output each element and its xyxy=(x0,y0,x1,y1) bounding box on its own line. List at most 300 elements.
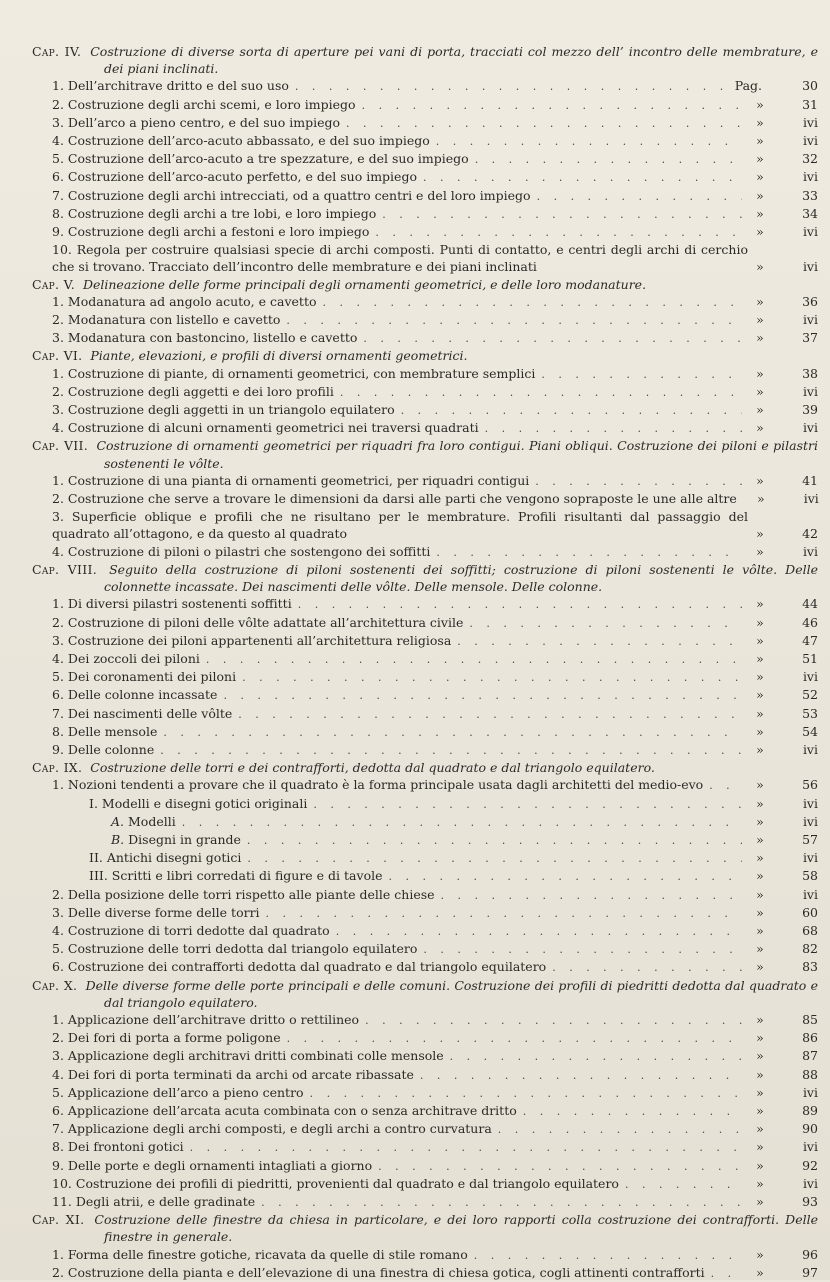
ditto-mark: » xyxy=(756,151,764,167)
dot-leader xyxy=(340,384,742,401)
dot-leader xyxy=(420,1067,742,1084)
entry-number: 4. xyxy=(52,1066,64,1082)
page-number: 82 xyxy=(802,941,818,957)
entry-number: 2. xyxy=(52,491,64,507)
page-number: ivi xyxy=(802,669,818,685)
page-number: 33 xyxy=(802,187,818,203)
dot-leader xyxy=(295,78,729,95)
ditto-mark: » xyxy=(756,650,764,666)
toc-entry[interactable] xyxy=(32,958,818,976)
entry-number: 1. xyxy=(52,1246,64,1262)
dot-leader xyxy=(206,651,742,668)
dot-leader xyxy=(223,687,742,704)
page-number: 88 xyxy=(802,1066,818,1082)
toc-entry[interactable] xyxy=(32,1047,818,1065)
toc-entry[interactable] xyxy=(32,614,818,632)
dot-leader xyxy=(709,777,742,794)
entry-title: Costruzione di alcuni ornamenti geometrici nei traversi quadrati xyxy=(67,420,479,436)
dot-leader xyxy=(247,850,742,867)
toc-entry[interactable] xyxy=(32,383,818,401)
dot-leader xyxy=(485,420,742,437)
dot-leader xyxy=(266,905,742,922)
ditto-mark: » xyxy=(756,312,764,328)
page-number: 60 xyxy=(802,904,818,920)
page-number: ivi xyxy=(803,491,819,507)
chapter-heading xyxy=(32,437,818,471)
ditto-mark: » xyxy=(756,1246,764,1262)
entry-text xyxy=(52,632,451,649)
page-number: 39 xyxy=(802,402,818,418)
entry-text xyxy=(52,168,417,185)
dot-leader xyxy=(436,544,742,561)
entry-title: Dell’arco a pieno centro, e del suo impiego xyxy=(67,114,341,130)
entry-number: 2. xyxy=(52,886,64,902)
page-number: ivi xyxy=(802,420,818,436)
chapter-title: Costruzione di diverse sorta di aperture pei vani di porta, tracciati col mezzo dell’ incontro delle membrature, e dei piani inclinati. xyxy=(90,44,818,77)
toc-entry[interactable] xyxy=(32,595,818,613)
toc-entry[interactable] xyxy=(32,187,818,205)
toc-entry[interactable] xyxy=(32,472,818,490)
entry-title: Costruzione di torri dedotte dal quadrato xyxy=(67,922,330,938)
entry-text xyxy=(52,77,289,94)
entry-number: 6. xyxy=(52,687,64,703)
entry-number: 10. xyxy=(52,1175,72,1191)
entry-text xyxy=(52,614,463,631)
entry-text xyxy=(52,705,232,722)
entry-title: Superficie oblique e profili che ne risultano per le membrature. Profili risultanti dal passaggio del quadrato all’ottagono, e da questo al quadrato xyxy=(52,509,748,542)
page-number: 34 xyxy=(802,205,818,221)
entry-title: Costruzione di piante, di ornamenti geometrici, con membrature semplici xyxy=(67,365,536,381)
toc-entry[interactable] xyxy=(32,490,818,508)
chapter-title: Delle diverse forme delle porte principali e delle comuni. Costruzione dei profili di piedritti dedotta dal quadrato e dal triangolo equilatero. xyxy=(85,977,818,1010)
entry-text xyxy=(52,1175,619,1192)
entry-number: 2. xyxy=(52,312,64,328)
page-number: 36 xyxy=(802,293,818,309)
toc-entry[interactable] xyxy=(32,311,818,329)
dot-leader xyxy=(523,1103,742,1120)
page-number: 92 xyxy=(802,1157,818,1173)
dot-leader xyxy=(346,115,742,132)
page-number: ivi xyxy=(802,312,818,328)
page-number: ivi xyxy=(802,795,818,811)
toc-entry[interactable] xyxy=(32,904,818,922)
page-number: 90 xyxy=(802,1121,818,1137)
toc-entry[interactable] xyxy=(32,77,818,95)
ditto-mark: » xyxy=(756,365,764,381)
entry-number: 1. xyxy=(52,596,64,612)
entry-number: A. xyxy=(111,813,125,829)
page-number: ivi xyxy=(802,850,818,866)
entry-title: Costruzione di piloni o pilastri che sostengono dei soffitti xyxy=(67,543,431,559)
dot-leader xyxy=(541,366,742,383)
toc-entry[interactable] xyxy=(32,886,818,904)
toc-entry[interactable] xyxy=(32,1246,818,1264)
entry-number: 8. xyxy=(52,723,64,739)
ditto-mark: » xyxy=(756,1157,764,1173)
ditto-mark: » xyxy=(756,472,764,488)
toc-entry[interactable] xyxy=(32,1011,818,1029)
entry-text xyxy=(52,1066,414,1083)
page-number: 32 xyxy=(802,151,818,167)
toc-entry[interactable] xyxy=(32,795,818,813)
entry-number: 1. xyxy=(52,293,64,309)
chapter-heading xyxy=(32,347,818,364)
entry-title: Nozioni tendenti a provare che il quadrato è la forma principale usata dagli architetti del medio-evo xyxy=(67,777,704,793)
dot-leader xyxy=(441,887,742,904)
entry-number: 2. xyxy=(52,383,64,399)
ditto-mark: » xyxy=(756,1102,764,1118)
toc-entry[interactable] xyxy=(32,867,818,885)
toc-entry[interactable] xyxy=(32,401,818,419)
entry-title: Disegni in grande xyxy=(128,831,241,847)
toc-entry[interactable] xyxy=(32,813,818,831)
page-number: 38 xyxy=(802,365,818,381)
page-number: 93 xyxy=(802,1194,818,1209)
dot-leader xyxy=(365,1012,742,1029)
toc-entry[interactable] xyxy=(32,508,818,542)
entry-title: Costruzione degli archi intrecciati, od a quattro centri e del loro impiego xyxy=(67,187,531,203)
ditto-mark: » xyxy=(756,813,764,829)
entry-text xyxy=(52,940,417,957)
entry-text xyxy=(52,241,748,275)
entry-number: 3. xyxy=(52,114,64,130)
page-number: ivi xyxy=(802,813,818,829)
entry-title: Modanatura ad angolo acuto, e cavetto xyxy=(67,293,317,309)
ditto-mark: » xyxy=(756,1139,764,1155)
toc-entry[interactable] xyxy=(32,543,818,561)
entry-title: Modelli xyxy=(128,813,176,829)
toc-entry[interactable] xyxy=(32,96,818,114)
entry-number: 9. xyxy=(52,1157,64,1173)
toc-entry[interactable] xyxy=(32,1066,818,1084)
ditto-mark: » xyxy=(756,133,764,149)
dot-leader xyxy=(238,706,742,723)
ditto-mark: » xyxy=(756,420,764,436)
ditto-mark: » xyxy=(756,922,764,938)
chapter-label: Cap. VI. xyxy=(32,348,83,364)
entry-title: Costruzione degli archi a tre lobi, e loro impiego xyxy=(67,205,377,221)
ditto-mark: » xyxy=(756,777,764,793)
entry-title: Delle diverse forme delle torri xyxy=(67,904,260,920)
dot-leader xyxy=(182,814,742,831)
entry-text xyxy=(52,958,546,975)
entry-title: Costruzione dei piloni appartenenti all’architettura religiosa xyxy=(67,632,452,648)
page-number: 54 xyxy=(802,723,818,739)
toc-entry[interactable] xyxy=(32,650,818,668)
dot-leader xyxy=(261,1194,742,1211)
chapter-heading xyxy=(32,1211,818,1245)
ditto-mark: » xyxy=(756,705,764,721)
toc-entry[interactable] xyxy=(32,1264,818,1282)
entry-title: Costruzione dell’arco-acuto perfetto, e del suo impiego xyxy=(67,169,417,185)
entry-text xyxy=(52,490,737,507)
ditto-mark: » xyxy=(756,96,764,112)
toc-entry[interactable] xyxy=(32,241,818,275)
entry-title: Costruzione di piloni delle vôlte adattate all’architettura civile xyxy=(67,614,464,630)
entry-text xyxy=(52,1011,359,1028)
toc-entry[interactable] xyxy=(32,1138,818,1156)
entry-text xyxy=(52,132,430,149)
entry-title: Scritti e libri corredati di figure e di tavole xyxy=(111,868,383,884)
entry-text xyxy=(52,1157,372,1174)
entry-title: Di diversi pilastri sostenenti soffitti xyxy=(67,596,292,612)
entry-title: Forma delle finestre gotiche, ricavata da quelle di stile romano xyxy=(67,1246,468,1262)
entry-number: 1. xyxy=(52,78,64,94)
entry-text xyxy=(52,1029,281,1046)
entry-number: 9. xyxy=(52,741,64,757)
page-number: 89 xyxy=(802,1102,818,1118)
chapter-heading xyxy=(32,561,818,595)
ditto-mark: » xyxy=(756,886,764,902)
entry-title: Applicazione dell’architrave dritto o rettilineo xyxy=(67,1011,360,1027)
entry-number: 5. xyxy=(52,669,64,685)
ditto-mark: » xyxy=(756,596,764,612)
page-number: 58 xyxy=(802,868,818,884)
entry-text xyxy=(52,150,469,167)
toc-entry[interactable] xyxy=(32,831,818,849)
entry-text xyxy=(52,383,334,400)
chapter-title: Costruzione delle finestre da chiesa in particolare, e dei loro rapporti colla costruzione dei contrafforti. Delle finestre in generale. xyxy=(94,1212,818,1245)
entry-title: Costruzione dei contrafforti dedotta dal quadrato e dal triangolo equilatero xyxy=(67,959,547,975)
page-number: 30 xyxy=(802,78,818,94)
entry-text xyxy=(89,867,382,884)
toc-entry[interactable] xyxy=(32,132,818,150)
toc-entry[interactable] xyxy=(32,686,818,704)
toc-entry[interactable] xyxy=(32,705,818,723)
ditto-mark: » xyxy=(756,632,764,648)
dot-leader xyxy=(475,151,742,168)
page-label: Pag. xyxy=(734,78,762,94)
chapter-title: Piante, elevazioni, e profili di diversi ornamenti geometrici. xyxy=(90,348,468,364)
entry-title: Antichi disegni gotici xyxy=(106,850,242,866)
entry-title: Delle colonne xyxy=(67,741,155,757)
entry-number: 3. xyxy=(52,632,64,648)
ditto-mark: » xyxy=(756,959,764,975)
toc-entry[interactable] xyxy=(32,1157,818,1175)
dot-leader xyxy=(362,97,742,114)
ditto-mark: » xyxy=(756,795,764,811)
toc-entry[interactable] xyxy=(32,150,818,168)
entry-text xyxy=(52,1047,444,1064)
dot-leader xyxy=(286,312,742,329)
entry-number: 9. xyxy=(52,224,64,240)
entry-text xyxy=(52,187,531,204)
entry-title: Dei fori di porta terminati da archi od arcate ribassate xyxy=(67,1066,414,1082)
chapter-label: Cap. X. xyxy=(32,977,78,993)
toc-entry[interactable] xyxy=(32,668,818,686)
ditto-mark: » xyxy=(756,205,764,221)
entry-title: Regola per costruire qualsiasi specie di archi composti. Punti di contatto, e centri degli archi di cerchio che si trovano. Tracciato dell’incontro delle membrature e dei piani inclinati xyxy=(52,242,748,275)
entry-number: 2. xyxy=(52,1264,64,1280)
page-number: 42 xyxy=(802,526,818,542)
entry-title: Costruzione della pianta e dell’elevazione di una finestra di chiesa gotica, cogli attinenti contrafforti xyxy=(67,1264,705,1280)
entry-title: Costruzione dell’arco-acuto a tre spezzature, e del suo impiego xyxy=(67,151,469,167)
page-number: 96 xyxy=(802,1246,818,1262)
dot-leader xyxy=(450,1048,742,1065)
entry-text xyxy=(52,595,292,612)
toc-entry[interactable] xyxy=(32,849,818,867)
toc-entry[interactable] xyxy=(32,1029,818,1047)
entry-text xyxy=(52,1138,184,1155)
ditto-mark: » xyxy=(756,383,764,399)
entry-number: 8. xyxy=(52,1139,64,1155)
entry-title: Delle porte e degli ornamenti intagliati a giorno xyxy=(67,1157,373,1173)
dot-leader xyxy=(363,330,742,347)
entry-text xyxy=(89,795,307,812)
entry-number: 8. xyxy=(52,205,64,221)
dot-leader xyxy=(469,615,742,632)
entry-title: Costruzione dell’arco-acuto abbassato, e del suo impiego xyxy=(67,133,430,149)
entry-number: I. xyxy=(89,795,98,811)
dot-leader xyxy=(375,224,742,241)
entry-text xyxy=(52,205,376,222)
entry-number: 5. xyxy=(52,941,64,957)
entry-text xyxy=(52,1084,304,1101)
chapter-heading xyxy=(32,977,818,1011)
toc-entry[interactable] xyxy=(32,329,818,347)
toc-entry[interactable] xyxy=(32,723,818,741)
toc-entry[interactable] xyxy=(32,205,818,223)
toc-entry[interactable] xyxy=(32,776,818,794)
page-number: 86 xyxy=(802,1030,818,1046)
dot-leader xyxy=(625,1176,742,1193)
ditto-mark: » xyxy=(756,1030,764,1046)
toc-entry[interactable] xyxy=(32,1084,818,1102)
page-number: ivi xyxy=(802,169,818,185)
entry-text xyxy=(52,365,535,382)
toc-entry[interactable] xyxy=(32,1102,818,1120)
entry-number: II. xyxy=(89,850,103,866)
ditto-mark: » xyxy=(756,669,764,685)
ditto-mark: » xyxy=(756,1084,764,1100)
page-number: ivi xyxy=(802,1175,818,1191)
dot-leader xyxy=(247,832,742,849)
toc-entry[interactable] xyxy=(32,419,818,437)
ditto-mark: » xyxy=(756,868,764,884)
toc-entry[interactable] xyxy=(32,940,818,958)
entry-number: 3. xyxy=(52,330,64,346)
toc-entry[interactable] xyxy=(32,741,818,759)
entry-title: Dei nascimenti delle vôlte xyxy=(67,705,233,721)
toc-entry[interactable] xyxy=(32,223,818,241)
ditto-mark: » xyxy=(756,1264,764,1280)
ditto-mark: » xyxy=(756,543,764,559)
page-number: ivi xyxy=(802,383,818,399)
entry-text xyxy=(52,668,236,685)
dot-leader xyxy=(498,1121,742,1138)
dot-leader xyxy=(298,596,742,613)
entry-title: Costruzione che serve a trovare le dimensioni da darsi alle parti che vengono sopraposte le une alle altre xyxy=(67,491,737,507)
ditto-mark: » xyxy=(756,904,764,920)
dot-leader xyxy=(537,188,742,205)
dot-leader xyxy=(552,959,742,976)
toc-entry[interactable] xyxy=(32,114,818,132)
entry-number: 3. xyxy=(52,904,64,920)
chapter-title: Seguito della costruzione di piloni sostenenti dei soffitti; costruzione di piloni sostenenti le vôlte. Delle colonnette incassate. Dei nascimenti delle vôlte. Delle mensole. Delle colonne. xyxy=(104,561,818,595)
entry-text xyxy=(52,650,200,667)
entry-text xyxy=(52,922,330,939)
toc-entry[interactable] xyxy=(32,922,818,940)
toc-entry[interactable] xyxy=(32,365,818,383)
dot-leader xyxy=(711,1265,742,1282)
dot-leader xyxy=(457,633,742,650)
dot-leader xyxy=(535,473,742,490)
dot-leader xyxy=(474,1247,742,1264)
entry-text xyxy=(111,813,176,830)
toc-entry[interactable] xyxy=(32,1193,818,1211)
entry-number: III. xyxy=(89,868,108,884)
entry-title: Costruzione degli aggetti in un triangolo equilatero xyxy=(67,402,395,418)
ditto-mark: » xyxy=(756,1011,764,1027)
entry-number: 2. xyxy=(52,1030,64,1046)
dot-leader xyxy=(160,742,742,759)
entry-text xyxy=(52,1193,255,1210)
entry-number: B. xyxy=(111,831,125,847)
entry-title: Delle colonne incassate xyxy=(67,687,218,703)
entry-title: Costruzione degli archi scemi, e loro impiego xyxy=(67,96,356,112)
ditto-mark: » xyxy=(756,614,764,630)
chapter-title: Costruzione delle torri e dei contrafforti, dedotta dal quadrato e dal triangolo equilatero. xyxy=(90,760,655,776)
entry-title: Dei frontoni gotici xyxy=(67,1139,184,1155)
toc-entry[interactable] xyxy=(32,168,818,186)
entry-text xyxy=(52,508,748,542)
entry-title: Costruzione degli aggetti e dei loro profili xyxy=(67,383,334,399)
page-number: 85 xyxy=(802,1011,818,1027)
page-number: 87 xyxy=(802,1048,818,1064)
entry-number: 6. xyxy=(52,1102,64,1118)
page-number: 56 xyxy=(802,777,818,793)
entry-text xyxy=(52,293,317,310)
toc-entry[interactable] xyxy=(32,632,818,650)
page-number: 83 xyxy=(802,959,818,975)
entry-title: Dei fori di porta a forme poligone xyxy=(67,1030,281,1046)
dot-leader xyxy=(163,724,742,741)
page-number: 51 xyxy=(802,650,818,666)
entry-number: 7. xyxy=(52,187,64,203)
entry-text xyxy=(52,329,357,346)
page-number: ivi xyxy=(802,259,818,275)
entry-text xyxy=(52,723,157,740)
page-number: 68 xyxy=(802,922,818,938)
entry-text xyxy=(52,1120,492,1137)
dot-leader xyxy=(436,133,742,150)
ditto-mark: » xyxy=(756,491,765,507)
entry-text xyxy=(89,849,241,866)
entry-number: 1. xyxy=(52,365,64,381)
toc-entry[interactable] xyxy=(32,1120,818,1138)
dot-leader xyxy=(313,796,742,813)
entry-text xyxy=(52,472,529,489)
page-number: 47 xyxy=(802,632,818,648)
entry-number: 4. xyxy=(52,133,64,149)
entry-text xyxy=(52,114,340,131)
page-number: 52 xyxy=(802,687,818,703)
toc-entry[interactable] xyxy=(32,293,818,311)
chapter-label: Cap. V. xyxy=(32,276,75,292)
toc-entry[interactable] xyxy=(32,1175,818,1193)
dot-leader xyxy=(423,169,742,186)
dot-leader xyxy=(287,1030,742,1047)
chapter-title: Costruzione di ornamenti geometrici per riquadri fra loro contigui. Piani obliqui. Costruzione dei piloni e pilastri sostenenti le vôlte. xyxy=(96,438,818,471)
entry-number: 6. xyxy=(52,169,64,185)
entry-title: Della posizione delle torri rispetto alle piante delle chiese xyxy=(67,886,435,902)
chapter-heading xyxy=(32,276,818,293)
entry-title: Modelli e disegni gotici originali xyxy=(101,795,308,811)
dot-leader xyxy=(336,923,742,940)
entry-text xyxy=(52,1264,705,1281)
ditto-mark: » xyxy=(756,741,764,757)
chapter-heading xyxy=(32,759,818,776)
